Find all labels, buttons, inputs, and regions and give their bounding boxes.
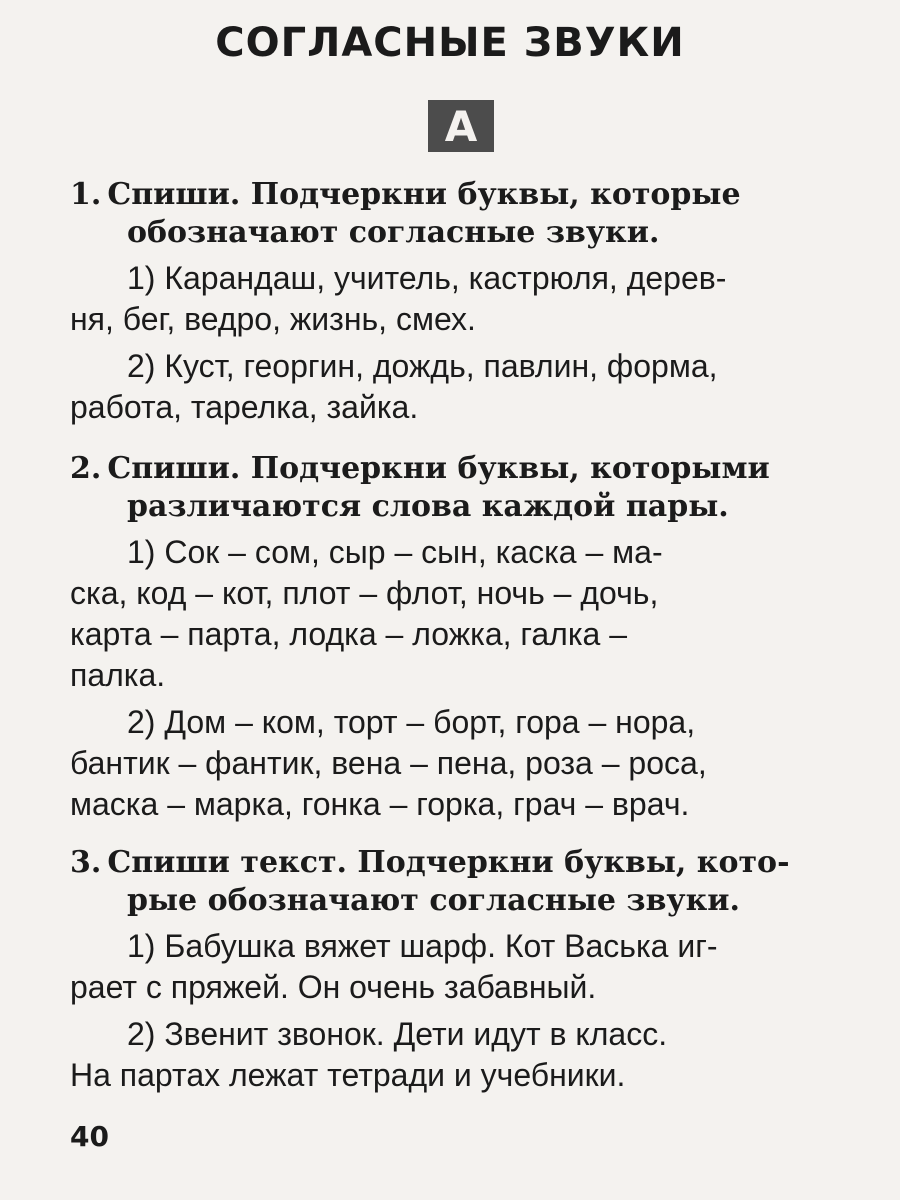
exercise: [70, 1014, 860, 1096]
exercise: [70, 346, 860, 428]
task-heading-line: рые обозначают согласные звуки.: [127, 883, 740, 918]
exercise-line: 1) Сок – сом, сыр – сын, каска – ма-: [127, 534, 663, 570]
task-heading: [70, 176, 860, 252]
task-1: [70, 176, 860, 428]
page-title: СОГЛАСНЫЕ ЗВУКИ: [215, 20, 685, 66]
exercise: [70, 702, 860, 825]
exercise-line: бантик – фантик, вена – пена, роза – роса,: [70, 745, 707, 781]
exercise: [70, 926, 860, 1008]
exercise-line: ска, код – кот, плот – флот, ночь – дочь,: [70, 575, 659, 611]
task-heading: [70, 450, 860, 526]
exercise-line: маска – марка, гонка – горка, грач – врач.: [70, 786, 690, 822]
exercise-line: 2) Звенит звонок. Дети идут в класс.: [127, 1016, 668, 1052]
task-2: [70, 450, 860, 825]
page-number: 40: [70, 1120, 109, 1153]
exercise-line: рает с пряжей. Он очень забавный.: [70, 969, 597, 1005]
task-number: 3.: [70, 845, 102, 880]
task-heading-line: Спиши. Подчеркни буквы, которыми: [107, 451, 770, 486]
level-badge: А: [428, 100, 494, 152]
task-number: 2.: [70, 451, 102, 486]
exercise-line: карта – парта, лодка – ложка, галка –: [70, 616, 628, 652]
exercise-line: ня, бег, ведро, жизнь, смех.: [70, 301, 476, 337]
task-heading-line: Спиши. Подчеркни буквы, которые: [107, 177, 741, 212]
exercise-line: палка.: [70, 657, 166, 693]
exercise-line: 2) Куст, георгин, дождь, павлин, форма,: [127, 348, 718, 384]
task-heading-line: Спиши текст. Подчеркни буквы, кото-: [107, 845, 790, 880]
exercise-line: работа, тарелка, зайка.: [70, 389, 419, 425]
task-number: 1.: [70, 177, 102, 212]
exercise: [70, 532, 860, 696]
task-heading-line: обозначают согласные звуки.: [127, 215, 660, 250]
task-3: [70, 844, 860, 1096]
task-heading-line: различаются слова каждой пары.: [127, 489, 729, 524]
exercise-line: 2) Дом – ком, торт – борт, гора – нора,: [127, 704, 696, 740]
exercise: [70, 258, 860, 340]
task-heading: [70, 844, 860, 920]
exercise-line: 1) Бабушка вяжет шарф. Кот Васька иг-: [127, 928, 718, 964]
exercise-line: 1) Карандаш, учитель, кастрюля, дерев-: [127, 260, 727, 296]
exercise-line: На партах лежат тетради и учебники.: [70, 1057, 626, 1093]
